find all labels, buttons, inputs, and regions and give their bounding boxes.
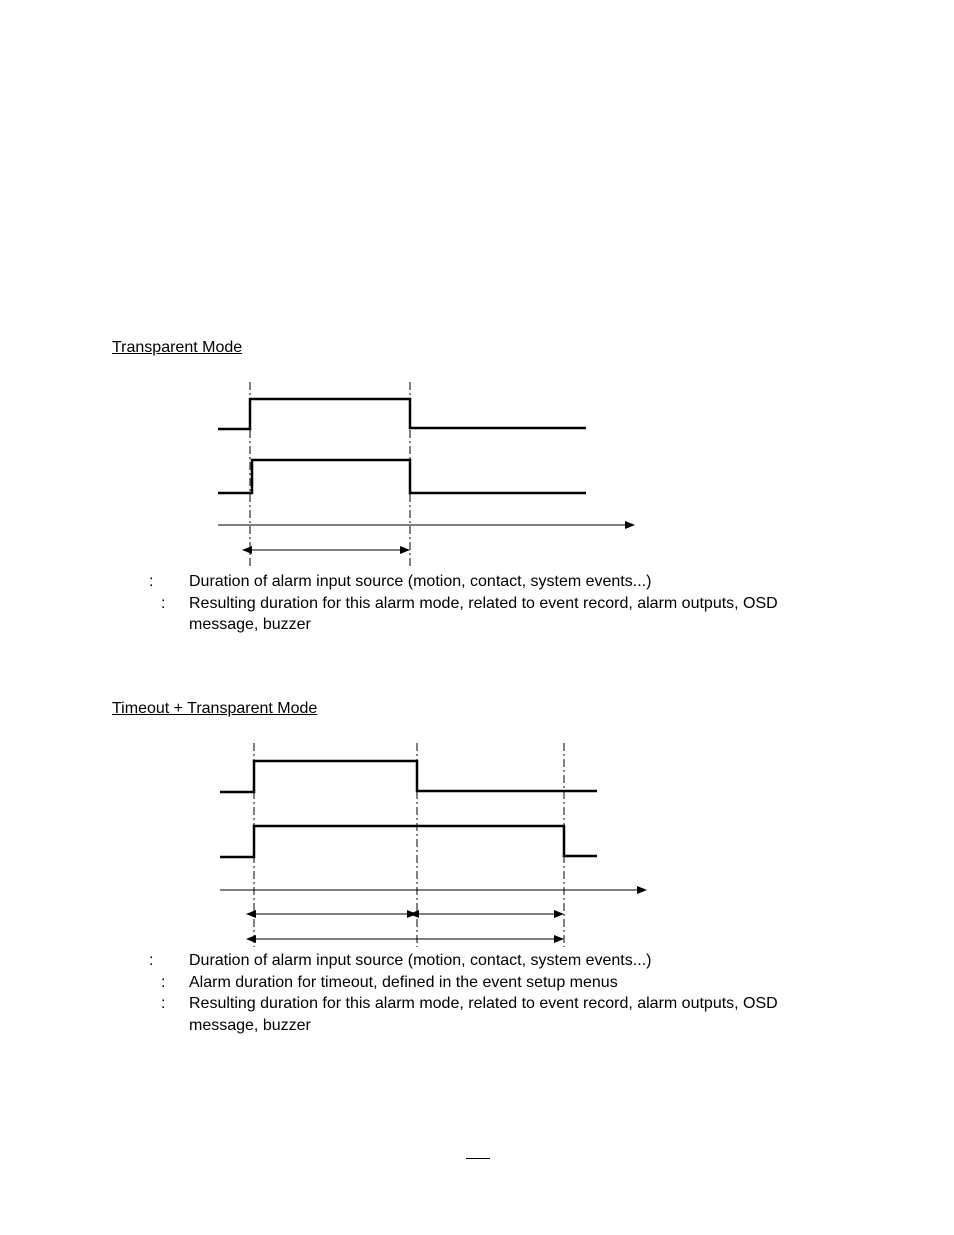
transparent-mode-legend <box>0 571 954 636</box>
section-title-transparent-mode: Transparent Mode <box>112 339 243 356</box>
legend-symbol: : <box>161 995 166 1012</box>
input-source-signal <box>220 761 597 792</box>
legend-item-resulting-duration <box>0 593 954 636</box>
legend-item-input-duration <box>0 950 954 972</box>
legend-text: Duration of alarm input source (motion, contact, system events...) <box>189 952 652 969</box>
legend-symbol: : <box>161 594 166 612</box>
legend-symbol: : <box>161 973 166 991</box>
legend-text: Resulting duration for this alarm mode, related to event record, alarm outputs, OSD message, buzzer <box>189 594 778 633</box>
input-source-signal <box>218 399 586 429</box>
transparent-mode-timing-diagram <box>0 370 954 570</box>
section-title-timeout-transparent-mode: Timeout + Transparent Mode <box>112 700 318 717</box>
legend-symbol: : <box>149 952 154 969</box>
timeout-transparent-mode-legend <box>0 950 954 1036</box>
resulting-alarm-signal <box>218 460 586 493</box>
legend-symbol: : <box>149 573 154 590</box>
timeout-transparent-mode-timing-diagram <box>0 730 954 950</box>
legend-text: Alarm duration for timeout, defined in the event setup menus <box>189 973 618 991</box>
legend-item-resulting-duration <box>0 993 954 1036</box>
resulting-alarm-signal <box>220 826 597 857</box>
legend-item-timeout-duration <box>0 972 954 994</box>
legend-item-input-duration <box>0 571 954 593</box>
legend-text: Resulting duration for this alarm mode, related to event record, alarm outputs, OSD message, buzzer <box>189 995 778 1034</box>
page-number <box>466 1140 490 1159</box>
legend-text: Duration of alarm input source (motion, contact, system events...) <box>189 573 652 590</box>
